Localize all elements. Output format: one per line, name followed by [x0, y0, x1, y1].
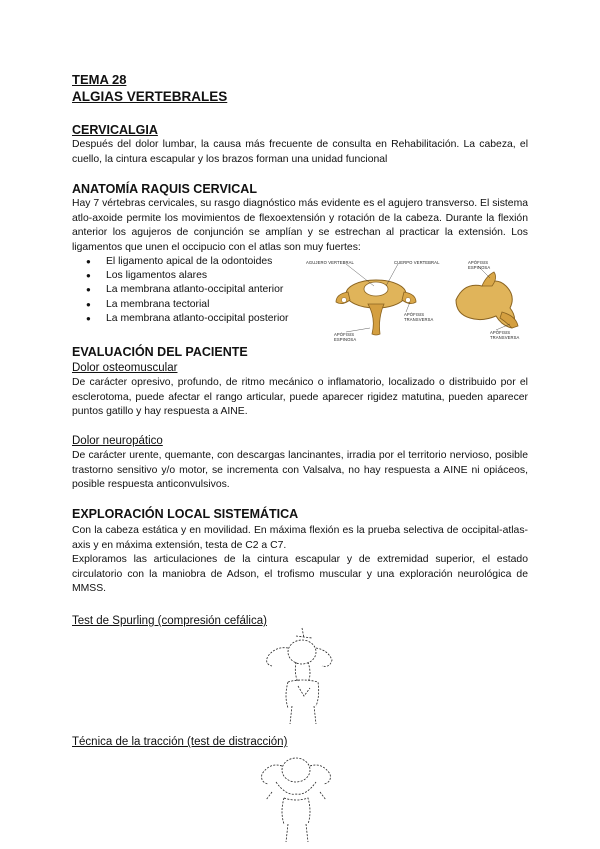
- ligament-list: [72, 255, 322, 326]
- spurling-heading: Test de Spurling (compresión cefálica): [72, 615, 267, 627]
- vertebra-top-view: [336, 280, 416, 335]
- label-agujero-vertebral: AGUJERO VERTEBRAL: [306, 260, 354, 265]
- vertebra-side-view: [456, 272, 518, 328]
- list-item: ● Los ligamentos alares: [72, 269, 322, 283]
- spurling-figure: [258, 626, 348, 726]
- exploracion-heading: EXPLORACIÓN LOCAL SISTEMÁTICA: [72, 507, 299, 521]
- anatomia-paragraph: Hay 7 vértebras cervicales, su rasgo diagnóstico más evidente es el agujero transverso. El sistema atlo-axoide permite los movimientos de flexoextensión y rotación de la cabeza. Durante la flexión anterior los agujeros de conjunción se amplían y se estrechan al practicar la extensión. Los ligamentos que unen el occipucio con el atlas son muy fuertes:: [72, 198, 528, 253]
- cervicalgia-heading: CERVICALGIA: [72, 123, 158, 137]
- osteomuscular-paragraph: De carácter opresivo, profundo, de ritmo mecánico o inflamatorio, localizado o distribuido por el esclerotoma, puede afectar el rango articular, puede aparecer rigidez matutina, pueden aparecer puntos gatillo y hay respuesta a AINE.: [72, 377, 528, 418]
- vertebra-figure: [306, 256, 528, 346]
- label-apofisis-espinosa-side: APÓFISIS ESPINOSA: [468, 260, 491, 270]
- spurling-test-illustration: [258, 626, 348, 726]
- tema-number: TEMA 28: [72, 72, 127, 87]
- label-apofisis-transversa-side: APÓFISIS TRANSVERSA: [490, 330, 520, 340]
- traction-test-illustration: [256, 752, 336, 844]
- anatomia-heading: ANATOMÍA RAQUIS CERVICAL: [72, 182, 257, 196]
- list-item: ● El ligamento apical de la odontoides: [72, 255, 322, 269]
- traccion-figure: [256, 752, 336, 844]
- label-apofisis-espinosa: APÓFISIS ESPINOSA: [334, 332, 357, 342]
- list-item: ● La membrana atlanto-occipital anterior: [72, 283, 322, 297]
- list-item: ● La membrana tectorial: [72, 298, 322, 312]
- label-cuerpo-vertebral: CUERPO VERTEBRAL: [394, 260, 440, 265]
- traccion-heading: Técnica de la tracción (test de distracción): [72, 736, 288, 748]
- list-item: ● La membrana atlanto-occipital posterior: [72, 312, 322, 326]
- cervicalgia-paragraph: Después del dolor lumbar, la causa más frecuente de consulta en Rehabilitación. La cabeza, el cuello, la cintura escapular y los brazos forman una unidad funcional: [72, 139, 528, 165]
- label-apofisis-transversa: APÓFISIS TRANSVERSA: [404, 312, 434, 322]
- neuropatico-heading: Dolor neuropático: [72, 435, 163, 447]
- evaluacion-heading: EVALUACIÓN DEL PACIENTE: [72, 345, 248, 359]
- exploracion-paragraph-1: Con la cabeza estática y en movilidad. En máxima flexión es la prueba selectiva de occipital-atlas-axis y en máxima extensión, testa de C2 a C7.: [72, 525, 528, 551]
- osteomuscular-heading: Dolor osteomuscular: [72, 362, 178, 374]
- exploracion-paragraph-2: Exploramos las articulaciones de la cintura escapular y de extremidad superior, el estado circulatorio con la maniobra de Adson, el trofismo muscular y una exploración neurológica de MMSS.: [72, 554, 528, 595]
- page-title: ALGIAS VERTEBRALES: [72, 89, 228, 104]
- neuropatico-paragraph: De carácter urente, quemante, con descargas lancinantes, irradia por el territorio nervioso, posible trastorno sensitivo y/o motor, se incrementa con Valsalva, no hay respuesta a AINE ni opiáceos, posible respuesta anticonvulsivos.: [72, 450, 528, 491]
